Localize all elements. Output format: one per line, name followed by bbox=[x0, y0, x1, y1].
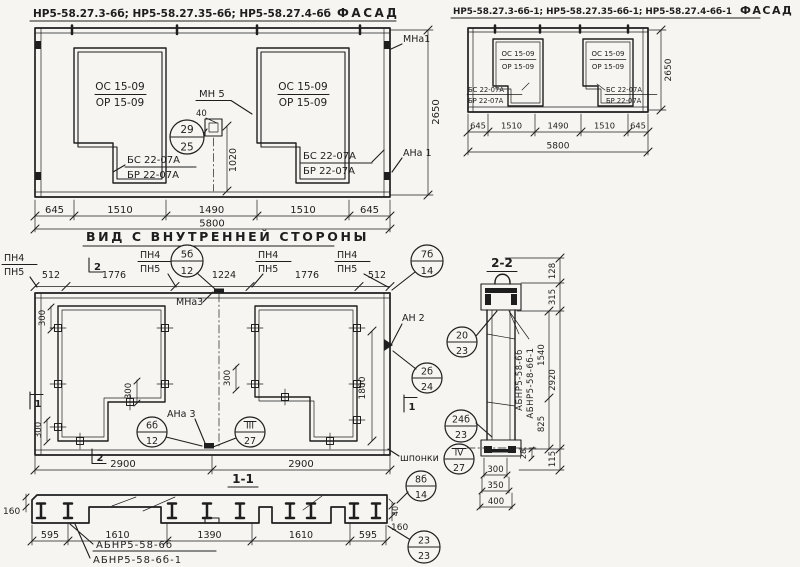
dim-label: 645 bbox=[470, 120, 486, 131]
dim-label: 1224 bbox=[211, 270, 237, 281]
callout-bottom: 24 bbox=[420, 382, 434, 393]
facade-main-title-word: ФАСАД bbox=[337, 6, 400, 20]
dim-label: 28 bbox=[519, 448, 528, 460]
embed-label-mn5: МН 5 bbox=[199, 89, 225, 100]
sill-block-label: БС 22-07А bbox=[303, 151, 356, 162]
inner-view-heading: ВИД С ВНУТРЕННЕЙ СТОРОНЫ bbox=[86, 229, 370, 244]
section-1-1-view bbox=[3, 471, 440, 566]
anchor-mark-an2 bbox=[384, 339, 393, 351]
top-edge-marks bbox=[495, 26, 628, 33]
callout-top: 20 bbox=[455, 330, 469, 342]
embed-label-pn4: ПН4 bbox=[337, 250, 358, 261]
top-embed-channel bbox=[485, 288, 517, 305]
callout-bottom: 25 bbox=[180, 141, 194, 154]
dim-label: 2650 bbox=[664, 58, 674, 82]
window-block-label: ОР 15-09 bbox=[591, 63, 625, 71]
dim-label: 300 bbox=[34, 421, 44, 439]
lifting-loop bbox=[495, 274, 510, 284]
dim-label: 1540 bbox=[537, 344, 547, 366]
panel-mark-label: АБНР5-58-6б-1 bbox=[93, 555, 183, 566]
dim-label: 1510 bbox=[593, 120, 616, 131]
sill-block-label: БС 22-07А bbox=[127, 155, 180, 166]
dim-label: 400 bbox=[487, 497, 505, 507]
panel-body bbox=[487, 310, 515, 440]
embed-square-symbols bbox=[55, 325, 361, 445]
callout-6b-12 bbox=[137, 417, 202, 447]
sill-block-label: БР 22-07А bbox=[606, 97, 642, 105]
sill-block-label: БС 22-07А bbox=[606, 86, 642, 94]
callout-IV-27 bbox=[444, 444, 474, 474]
dim-label: 300 bbox=[223, 369, 233, 387]
embed-label-pn5: ПН5 bbox=[258, 264, 279, 275]
window-block-label: ОС 15-09 bbox=[591, 50, 625, 58]
section-cut-number: 1 bbox=[408, 402, 416, 413]
anchor-mark-mna3 bbox=[214, 289, 224, 294]
dim-label: 1490 bbox=[198, 205, 225, 216]
panel-body-lines bbox=[487, 310, 515, 440]
callout-bottom: 27 bbox=[243, 436, 257, 447]
keys-label: шпонки bbox=[400, 453, 439, 464]
panel-mark-label: АБНР5-58-6б-1 bbox=[526, 347, 536, 419]
dim-label: 1510 bbox=[500, 120, 523, 131]
embed-label-pn4: ПН4 bbox=[4, 253, 25, 264]
anchor-label: МНа3 bbox=[176, 297, 204, 308]
embed-label-pn5: ПН5 bbox=[337, 264, 358, 275]
dim-label: 595 bbox=[40, 530, 60, 541]
callout-top: 24б bbox=[452, 414, 470, 426]
anchor-label: МНа1 bbox=[403, 34, 431, 45]
callout-III-27 bbox=[213, 417, 265, 447]
callout-bottom: 14 bbox=[420, 266, 434, 277]
facade-main-view bbox=[30, 6, 442, 233]
callout-5b-12 bbox=[171, 245, 215, 289]
callout-top: 5б bbox=[180, 249, 194, 261]
embed-label-pn4: ПН4 bbox=[258, 250, 279, 261]
callout-top: 8б bbox=[415, 474, 427, 486]
dim-label: 1776 bbox=[294, 270, 320, 281]
callout-7b-14 bbox=[392, 245, 443, 290]
callout-bottom: 23 bbox=[454, 430, 468, 441]
callout-24b-23 bbox=[445, 410, 492, 442]
leader-line bbox=[195, 419, 205, 443]
anchor-mark-ana3 bbox=[204, 443, 214, 449]
dim-label: 128 bbox=[548, 262, 558, 280]
leader-line bbox=[391, 44, 402, 49]
callout-2b-24 bbox=[393, 351, 442, 393]
callout-bottom: 27 bbox=[452, 463, 466, 474]
leader-line bbox=[509, 311, 529, 339]
facade-alt-title: НР5-58.27.3-6б-1; НР5-58.27.35-6б-1; НР5-58.27.4-6б-1 bbox=[453, 7, 732, 17]
dim-label: 825 bbox=[537, 415, 547, 433]
dim-label: 2920 bbox=[548, 369, 558, 391]
dim-label: 512 bbox=[41, 270, 61, 281]
callout-8b-14 bbox=[397, 471, 436, 503]
dim-label: 645 bbox=[44, 205, 65, 216]
anchor-label: АНа 3 bbox=[167, 409, 196, 420]
callout-top: 29 bbox=[180, 124, 194, 136]
dim-label: 40 bbox=[391, 505, 400, 517]
dim-label: 1510 bbox=[107, 205, 133, 216]
callout-top: 23 bbox=[417, 535, 431, 547]
embed-label-pn4: ПН4 bbox=[140, 250, 161, 261]
callout-29-25 bbox=[170, 120, 207, 154]
dim-label: 1020 bbox=[228, 147, 239, 173]
bottom-embed-channel bbox=[484, 446, 516, 453]
dim-label: 160 bbox=[391, 523, 409, 533]
dim-label: 645 bbox=[359, 205, 380, 216]
dim-label: 2900 bbox=[110, 459, 136, 470]
panel-mark-label: АБНР5-58-6б bbox=[515, 349, 525, 411]
window-block-label: ОР 15-09 bbox=[95, 97, 145, 109]
section-cut-number: 2 bbox=[94, 262, 101, 273]
section-title: 1-1 bbox=[232, 472, 254, 486]
dim-line bbox=[391, 30, 433, 195]
dim-label: 1800 bbox=[358, 376, 368, 400]
dim-lines bbox=[35, 456, 390, 474]
dim-label: 1610 bbox=[105, 530, 130, 541]
sill-block-label: БР 22-07А bbox=[127, 170, 179, 181]
callout-top: 7б bbox=[420, 249, 434, 261]
dim-label: 5800 bbox=[199, 218, 225, 230]
dim-label: 512 bbox=[367, 270, 387, 281]
dim-label: 645 bbox=[630, 120, 646, 131]
dim-label: 300 bbox=[487, 465, 504, 475]
callout-top: IV bbox=[454, 448, 464, 459]
callout-top: III bbox=[246, 421, 254, 432]
window-frame-right bbox=[259, 310, 353, 437]
dim-label: 1510 bbox=[290, 205, 316, 216]
callout-top: 6б bbox=[146, 420, 158, 432]
sill-block-label: БР 22-07А bbox=[468, 97, 504, 105]
callout-bottom: 23 bbox=[455, 346, 469, 357]
embed-label-pn5: ПН5 bbox=[140, 264, 161, 275]
dim-label: 300 bbox=[124, 382, 134, 400]
callout-top: 2б bbox=[421, 366, 433, 378]
window-opening-right bbox=[255, 306, 357, 441]
section-cut-number: 1 bbox=[34, 399, 42, 410]
callout-20-23 bbox=[447, 311, 497, 357]
panel-mark-label: АБНР5-58-6б bbox=[96, 540, 174, 551]
callout-bottom: 23 bbox=[417, 551, 431, 562]
dim-label: 5800 bbox=[546, 141, 570, 152]
window-block-label: ОР 15-09 bbox=[278, 97, 328, 109]
embed-plate-inner bbox=[209, 123, 218, 132]
dim-label: 595 bbox=[358, 530, 378, 541]
sill-block-label: БР 22-07А bbox=[303, 166, 355, 177]
section-cut-number: 2 bbox=[96, 453, 104, 464]
panel-edge-lines bbox=[35, 293, 390, 455]
section-2-2-view bbox=[467, 254, 564, 510]
window-block-label: ОР 15-09 bbox=[501, 63, 535, 71]
dim-label: 350 bbox=[487, 481, 504, 491]
dim-label: 2650 bbox=[431, 99, 442, 125]
anchor-label: АНа 1 bbox=[403, 148, 432, 159]
sill-block-label: БС 22-07А bbox=[468, 86, 504, 94]
leader-line bbox=[392, 158, 402, 172]
inner-view bbox=[2, 245, 497, 474]
callout-bottom: 12 bbox=[145, 436, 159, 447]
dim-label: 1490 bbox=[547, 120, 569, 131]
embed-label-pn5: ПН5 bbox=[4, 267, 25, 278]
section-title: 2-2 bbox=[491, 256, 513, 270]
facade-alt-view bbox=[451, 4, 793, 156]
panel-outline bbox=[35, 293, 390, 455]
dim-label: 300 bbox=[38, 309, 48, 327]
dim-label: 1776 bbox=[101, 270, 127, 281]
anchor-label: АН 2 bbox=[402, 313, 425, 324]
window-block-label: ОС 15-09 bbox=[95, 81, 145, 93]
embed-stub-lines bbox=[50, 328, 365, 449]
callout-bottom: 14 bbox=[414, 490, 428, 501]
facade-alt-title-word: ФАСАД bbox=[740, 4, 794, 17]
dim-label: 2900 bbox=[288, 459, 314, 470]
dim-label: 160 bbox=[3, 507, 21, 517]
callout-bottom: 12 bbox=[180, 266, 194, 277]
dim-label: 1390 bbox=[197, 530, 222, 541]
leader-line bbox=[391, 324, 402, 345]
dim-label: 40 bbox=[196, 109, 207, 119]
window-block-label: ОС 15-09 bbox=[501, 50, 535, 58]
dim-label: 315 bbox=[548, 288, 558, 306]
dim-label: 115 bbox=[548, 450, 558, 468]
dim-label: 1610 bbox=[288, 530, 314, 541]
window-block-label: ОС 15-09 bbox=[278, 81, 328, 93]
facade-main-title: НР5-58.27.3-6б; НР5-58.27.35-6б; НР5-58.27.4-6б bbox=[33, 8, 331, 20]
